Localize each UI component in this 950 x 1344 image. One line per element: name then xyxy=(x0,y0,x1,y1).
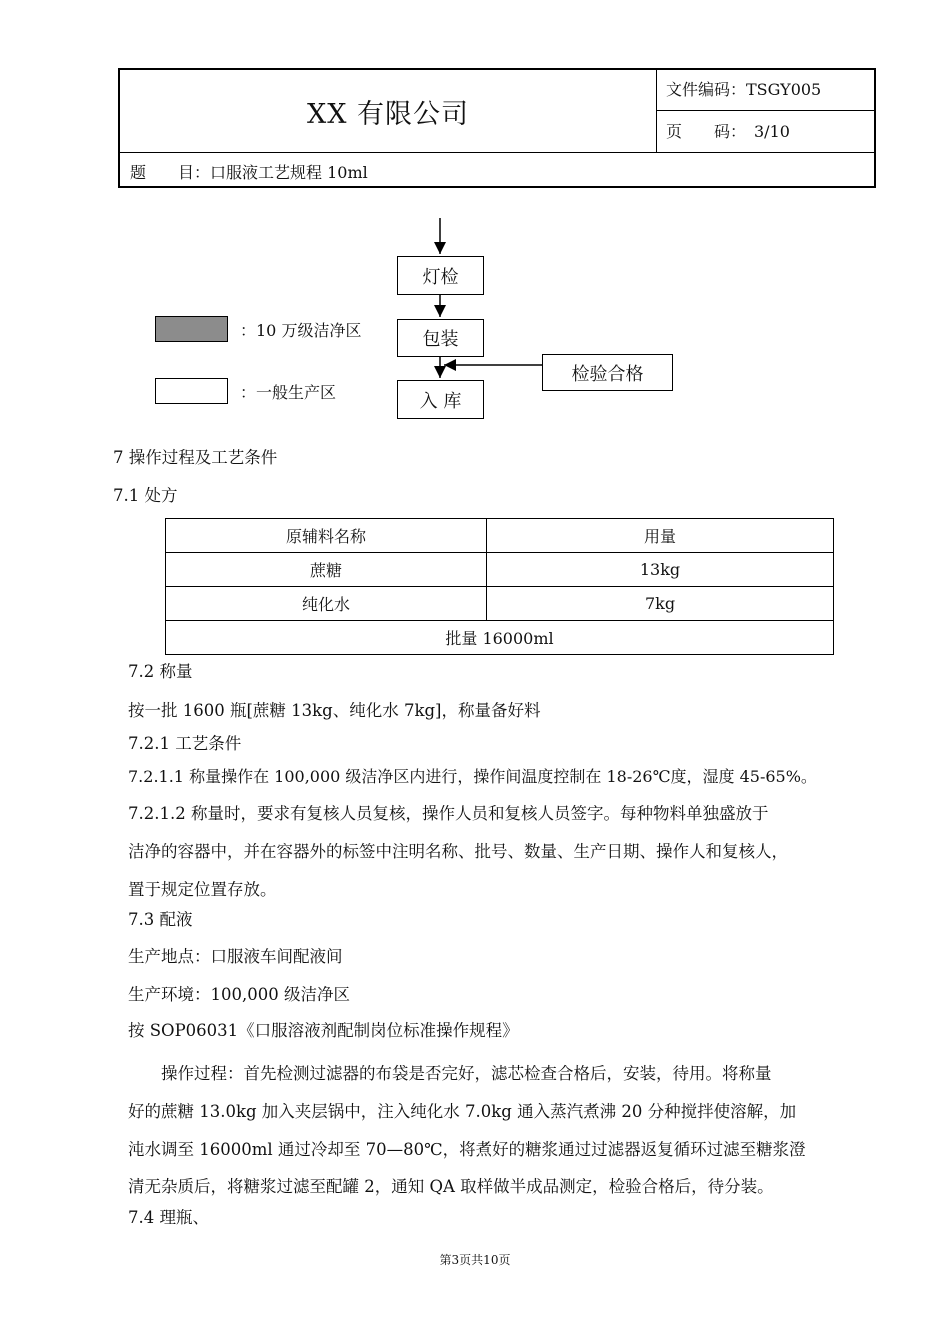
document-code: 文件编码：TSGY005 xyxy=(666,80,822,99)
production-environment: 生产环境：100,000 级洁净区 xyxy=(128,985,350,1004)
formula-table xyxy=(165,518,834,655)
paragraph-7-2-1-2-line1: 7.2.1.2 称量时，要求有复核人员复核，操作人员和复核人员签字。每种物料单独盛放于 xyxy=(128,804,769,823)
operation-line2: 好的蔗糖 13.0kg 加入夹层锅中，注入纯化水 7.0kg 通入蒸汽煮沸 20 分种搅拌使溶解，加 xyxy=(128,1102,797,1121)
flow-arrows xyxy=(0,0,950,430)
operation-line1: 操作过程：首先检测过滤器的布袋是否完好，滤芯检查合格后，安装，待用。将称量 xyxy=(161,1064,772,1083)
table-row xyxy=(166,553,834,587)
flow-step-inspect: 灯检 xyxy=(397,256,484,295)
company-name: XX 有限公司 xyxy=(306,98,470,130)
table-cell: 13kg xyxy=(487,553,834,587)
section-7-heading: 7 操作过程及工艺条件 xyxy=(113,448,278,467)
section-7-2-heading: 7.2 称量 xyxy=(128,662,193,681)
section-7-2-1-heading: 7.2.1 工艺条件 xyxy=(128,734,242,753)
legend-label-general: ：一般生产区 xyxy=(240,383,337,402)
table-row xyxy=(166,587,834,621)
section-7-3-heading: 7.3 配液 xyxy=(128,910,193,929)
page-footer: 第3页共10页 xyxy=(439,1253,511,1267)
section-7-1-heading: 7.1 处方 xyxy=(113,486,178,505)
flow-step-package: 包装 xyxy=(397,319,484,357)
legend-swatch-general xyxy=(155,378,228,404)
table-header-cell: 用量 xyxy=(487,519,834,553)
table-cell: 纯化水 xyxy=(166,587,487,621)
table-row xyxy=(166,621,834,655)
paragraph-7-2-1-2-line3: 置于规定位置存放。 xyxy=(128,880,277,899)
table-header-cell: 原辅料名称 xyxy=(166,519,487,553)
table-cell: 蔗糖 xyxy=(166,553,487,587)
legend-swatch-clean xyxy=(155,316,228,342)
operation-line3: 沌水调至 16000ml 通过冷却至 70—80℃，将煮好的糖浆通过过滤器返复循环过滤至糖浆澄 xyxy=(128,1140,806,1159)
operation-line4: 清无杂质后，将糖浆过滤至配罐 2，通知 QA 取样做半成品测定，检验合格后，待分装。 xyxy=(128,1177,774,1196)
document-subject: 题 目：口服液工艺规程 10ml xyxy=(130,163,368,182)
section-7-4-heading: 7.4 理瓶、 xyxy=(128,1208,209,1227)
legend-label-clean: ：10 万级洁净区 xyxy=(240,321,362,340)
production-place: 生产地点：口服液车间配液间 xyxy=(128,947,343,966)
sop-reference: 按 SOP06031《口服溶液剂配制岗位标准操作规程》 xyxy=(128,1021,519,1040)
table-header-row xyxy=(166,519,834,553)
flow-step-store: 入 库 xyxy=(397,380,484,419)
paragraph-7-2-1-2-line2: 洁净的容器中，并在容器外的标签中注明名称、批号、数量、生产日期、操作人和复核人， xyxy=(128,842,788,861)
table-batch-cell: 批量 16000ml xyxy=(166,621,834,655)
weighing-text: 按一批 1600 瓶[蔗糖 13kg、纯化水 7kg]，称量备好料 xyxy=(128,701,541,720)
page-number-cell: 页 码： 3/10 xyxy=(666,122,790,141)
flow-step-qc: 检验合格 xyxy=(542,354,673,391)
paragraph-7-2-1-1: 7.2.1.1 称量操作在 100,000 级洁净区内进行，操作间温度控制在 18-26℃度，湿度 45-65%。 xyxy=(128,767,817,786)
table-cell: 7kg xyxy=(487,587,834,621)
